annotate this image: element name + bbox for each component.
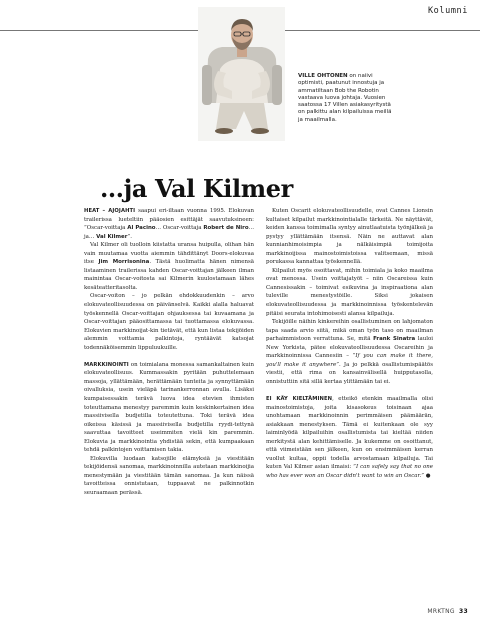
paragraph (266, 318, 433, 386)
paragraph: Kilpailut myös osoittavat, mihin toimiala ja koko maailma ovat menossa. Usein voittajatyöt – niin Oscareissa kuin Cannesissakin – toimivat esikuvina ja inspiraationa alan tuleville menestystöille. Siksi jokaisen elokuvateollisuudessa ja markkinoinnissa työskentelevän pitäisi seurata intohimoisesti alansa kilpailuja. (266, 267, 433, 317)
paragraph (84, 207, 254, 241)
paragraph (266, 395, 433, 480)
article-column-right (266, 207, 433, 480)
paragraph (84, 361, 254, 455)
article-column-left (84, 207, 254, 498)
paragraph-text: Tekijöille näihin kinkereihin osallistuminen on lahjomaton tapa saada arvio siitä, mikä oman työn taso on maailman parhaimmistoon verrattuna. Se, mitä (266, 319, 433, 343)
paragraph-text: . Tästä huolimatta hänen nimensä listaaminen trailerissa kahden Oscar-voittajan jälkeen ilman mainintaa Oscar-voitosta sai Kilmerin kuulostamaan lähes kesäteatteritasolta. (84, 259, 254, 291)
section-kicker: HEAT – AJOJAHTI (84, 208, 136, 214)
author-caption (298, 73, 396, 124)
magazine-name: MRKTNG (427, 608, 455, 615)
section-kicker: EI KÄY KIELTÄMINEN (266, 395, 333, 402)
artist-name: Frank Sinatra (373, 336, 416, 343)
actor-name: Robert de Niro (203, 225, 249, 232)
actor-name: Jim Morrisonina (98, 259, 150, 266)
author-portrait (198, 7, 285, 141)
author-bio: on naiivi optimisti, paatunut innostuja ja ammatiltaan Bob the Robotin vastaava luova johtaja. Vuosien saatossa 17 Villen asiakasyritystä on palkittu alan kilpailuissa meillä ja maailmalla. (298, 73, 392, 123)
paragraph-text: Val Kilmer oli tuolloin kiistatta uransa huipulla, olihan hän vain muutamaa vuotta aiemmin tähdittänyt Doors-elokuvaa itse (84, 242, 254, 266)
paragraph-text: , etteikö etenkin maailmalla olisi mainostoimistoja, joita kisasokeus toisinaan ajaa unohtamaan markkinoinnin perimmäisen päämäärän, asiakkaan menestyksen. Tämä ei kuitenkaan ole syy laiminlyödä kilpailuihin osallistumista tai kieltää niiden merkitystä alan kehittämiselle. Ja kukemme on osoittanut, että viimeistään sen jälkeen, kun on ensimmäisen kerran vuollut kultaa, oppii todella arvostamaan kilpailuja. Tai kuten Val Kilmer asian ilmaisi: (266, 395, 433, 471)
article-headline: …ja Val Kilmer (100, 174, 293, 203)
paragraph: Oscar-voiton – jo pelkän ehdokkuudenkin – arvo elokuvateollisuudessa on päivänselvä. Kaikki alalla haluavat työskennellä Oscar-voittajan ohjauksessa tai kuvaamana ja Oscar-voittajan pääosittamassa tai tuottamassa elokuvassa. Elokuvien markkinoijat-kin tietävät, että kun listaa tekijöiden alemmin voittamia palkintoja, ryntäävät katsojat todennäköisemmin lippuluukuille. (84, 293, 254, 351)
actor-name: Val Kilmer (96, 233, 128, 240)
paragraph-text: saapui eri-iltaan vuonna 1995. Elokuvan trailerissa lueteltiin pääosien esittäjät saavutuksineen: ”Oscar-voittaja (84, 208, 254, 232)
quote: ”I can safely say that no one who has ever won an Oscar didn't want to win an Oscar.” (266, 464, 433, 479)
paragraph-text: lauloi New Yorkista, pätee elokuvateollisuudessa Oscareihin ja markkinoinnissa Cannesiin – (266, 336, 434, 360)
actor-name: Al Pacino (127, 225, 156, 232)
page-footer (427, 608, 468, 615)
paragraph: Kuten Oscarit elokuvateollisuudelle, ovat Cannes Lionsin kultaiset kilpailut markkinointialalle tärkeitä. Ne näyttävät, keiden kanssa toimimalla syntyy ainutlaatuista työnjälkeä ja pystyy yllättämään itsensä. Näin ne auttavat alan kunnianhimoisimpia ja nälkäisimpiä toimijoita markkinoijissa mainostoimistoissa valitsemaan, missä porukassa kannattaa työskennellä. (266, 208, 433, 266)
paragraph-text: … Oscar-voittaja (155, 225, 202, 232)
paragraph-text: ”. (127, 233, 132, 240)
page-number: 33 (459, 608, 468, 615)
paragraph (84, 241, 254, 292)
end-mark: ● (425, 472, 431, 479)
section-kicker: MARKKINOINTI (84, 361, 129, 368)
paragraph: Elokuvilla luodaan katsojille elämyksiä ja viestitään tekijöidensä sanomaa, markkinoinnilla autetaan markkinoijia menestymään ja viestitään tämän sanomaa. Ja kun näissä tavoitteissa onnistutaan, tuppaavat ne palkinnotkin seuraamaan perässä. (84, 455, 254, 496)
quote: ”If you can make it there, you'll make it anywhere” (266, 353, 433, 368)
paragraph-text: . Ja jo pelkkä osallistumispäätös viestii, että rima on kansainvälisellä huipputasolla, onnistuttiin sitä sillä kertaa ylittämään tai ei. (266, 361, 433, 385)
paragraph-text: … ja… (84, 225, 255, 240)
author-name: VILLE OHTONEN (298, 73, 348, 79)
column-section-label: Kolumni (427, 6, 468, 16)
paragraph-text: on toimialana monessa samankaltainen kuin elokuvateollisuus. Kummassakin pyritään puhuttelemaan massoja, yllättämään, herättämään tunteita ja synnyttämään oivalluksia, usein vieläpä tarinankerronnan avulla. Lisäksi kumpaisessakin terävä luova idea etevien ihmisten toteuttamana menestyy paremmin kuin keskinkertainen idea massiivisella budjetilla toteutettuna. Toki terävä idea oikeissa käsissä ja massiivisella budjetilla ryydi-tettynä saavuttaa tavoitteet useimmiten vielä kin paremmin. Elokuvia ja markkinointia yhdistää sekin, että kumpaakaan tehdä palkintojen voittamisen takia. (84, 361, 255, 454)
